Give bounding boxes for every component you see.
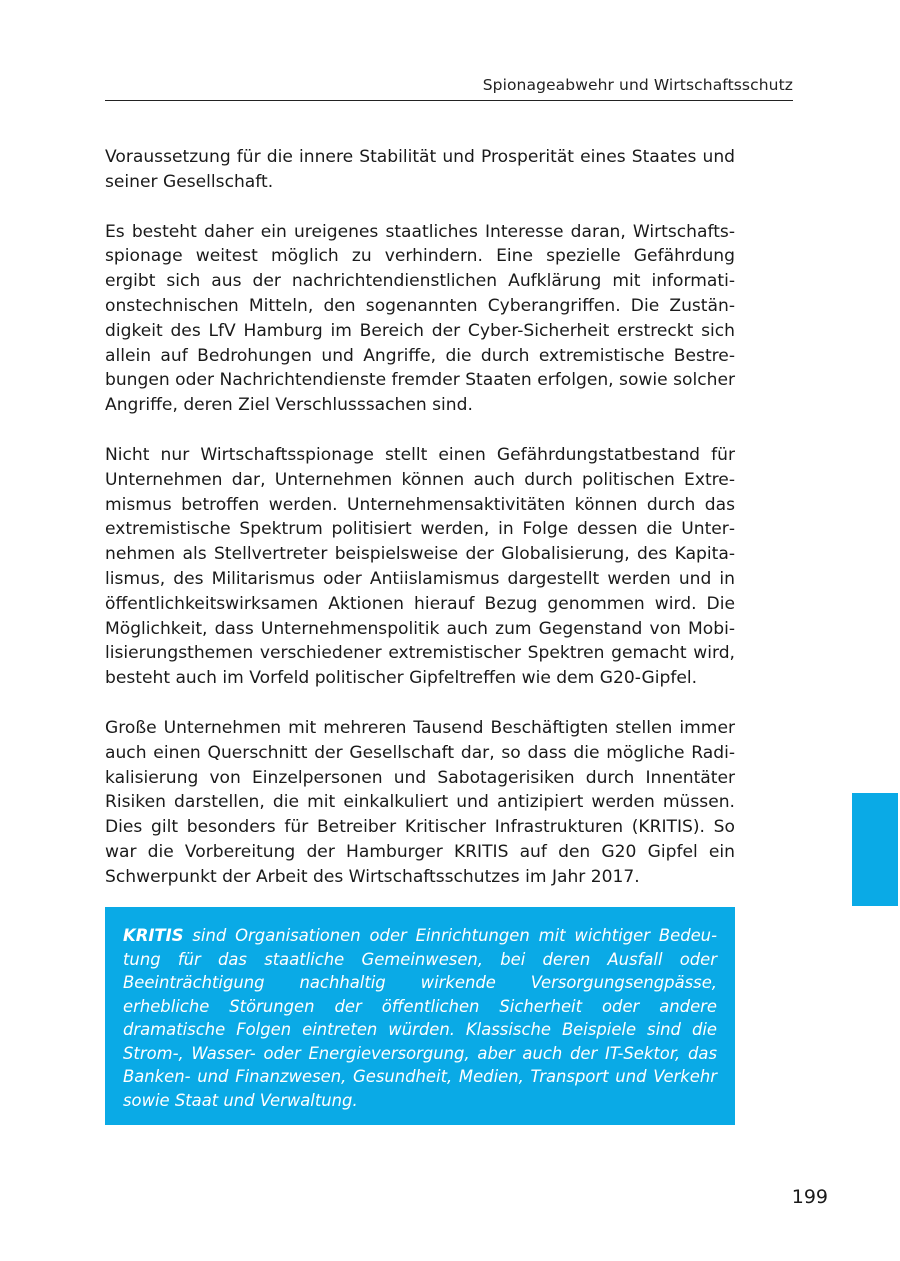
paragraph-3: Nicht nur Wirtschaftsspionage stellt einen Gefährdungstatbestand für Unternehmen dar, Unternehmen können auch durch politischen Extremismus betroffen werden. Unternehmensaktivitäten können durch das extremistische Spektrum politisiert werden, in Folge dessen die Unternehmen als Stellvertreter beispielsweise der Globalisierung, des Kapitalismus, des Militarismus oder Antiislamismus dargestellt werden und in öffentlichkeitswirksamen Aktionen hierauf Bezug genommen wird. Die Möglichkeit, dass Unternehmenspolitik auch zum Gegenstand von Mobilisierungsthemen verschiedener extremistischer Spektren gemacht wird, besteht auch im Vorfeld politischer Gipfeltreffen wie dem G20-Gipfel. <box>105 444 735 689</box>
page-number: 199 <box>791 1186 828 1208</box>
header-rule <box>105 100 793 101</box>
running-header: Spionageabwehr und Wirtschaftsschutz <box>482 76 793 94</box>
body-text <box>105 145 735 915</box>
info-box-term: KRITIS <box>123 926 184 945</box>
paragraph-1: Voraussetzung für die innere Stabilität und Prosperität eines Staates und seiner Gesellschaft. <box>105 147 735 192</box>
paragraph-4: Große Unternehmen mit mehreren Tausend Beschäftigten stellen immer auch einen Querschnitt der Gesellschaft dar, so dass die mögliche Radikalisierung von Einzelpersonen und Sabotagerisiken durch Innentäter Risiken darstellen, die mit einkalkuliert und antizipiert werden müssen. Dies gilt besonders für Betreiber Kritischer Infrastrukturen (KRITIS). So war die Vorbereitung der Hamburger KRITIS auf den G20 Gipfel ein Schwerpunkt der Arbeit des Wirtschaftsschutzes im Jahr 2017. <box>105 717 735 887</box>
paragraph-2: Es besteht daher ein ureigenes staatliches Interesse daran, Wirtschaftsspionage weitest möglich zu verhindern. Eine spezielle Gefährdung ergibt sich aus der nachrichtendienstlichen Aufklärung mit informationstechnischen Mitteln, den sogenannten Cyberangriffen. Die Zuständigkeit des LfV Hamburg im Bereich der Cyber-Sicherheit erstreckt sich allein auf Bedrohungen und Angriffe, die durch extremistische Bestrebungen oder Nachrichtendienste fremder Staaten erfolgen, sowie solcher Angriffe, deren Ziel Verschlusssachen sind. <box>105 221 735 416</box>
info-box-text: sind Organisationen oder Einrichtungen mit wichtiger Bedeutung für das staatliche Gemeinwesen, bei deren Ausfall oder Beeinträchtigung nachhaltig wirkende Versorgungsengpässe, erhebliche Störungen der öffentlichen Sicherheit oder andere dramatische Folgen eintreten würden. Klassische Beispiele sind die Strom-, Wasser- oder Energieversorgung, aber auch der IT-Sektor, das Banken- und Finanzwesen, Gesundheit, Medien, Transport und Verkehr sowie Staat und Verwaltung. <box>123 926 717 1110</box>
kritis-info-box <box>105 907 735 1125</box>
chapter-tab-marker <box>852 793 898 906</box>
